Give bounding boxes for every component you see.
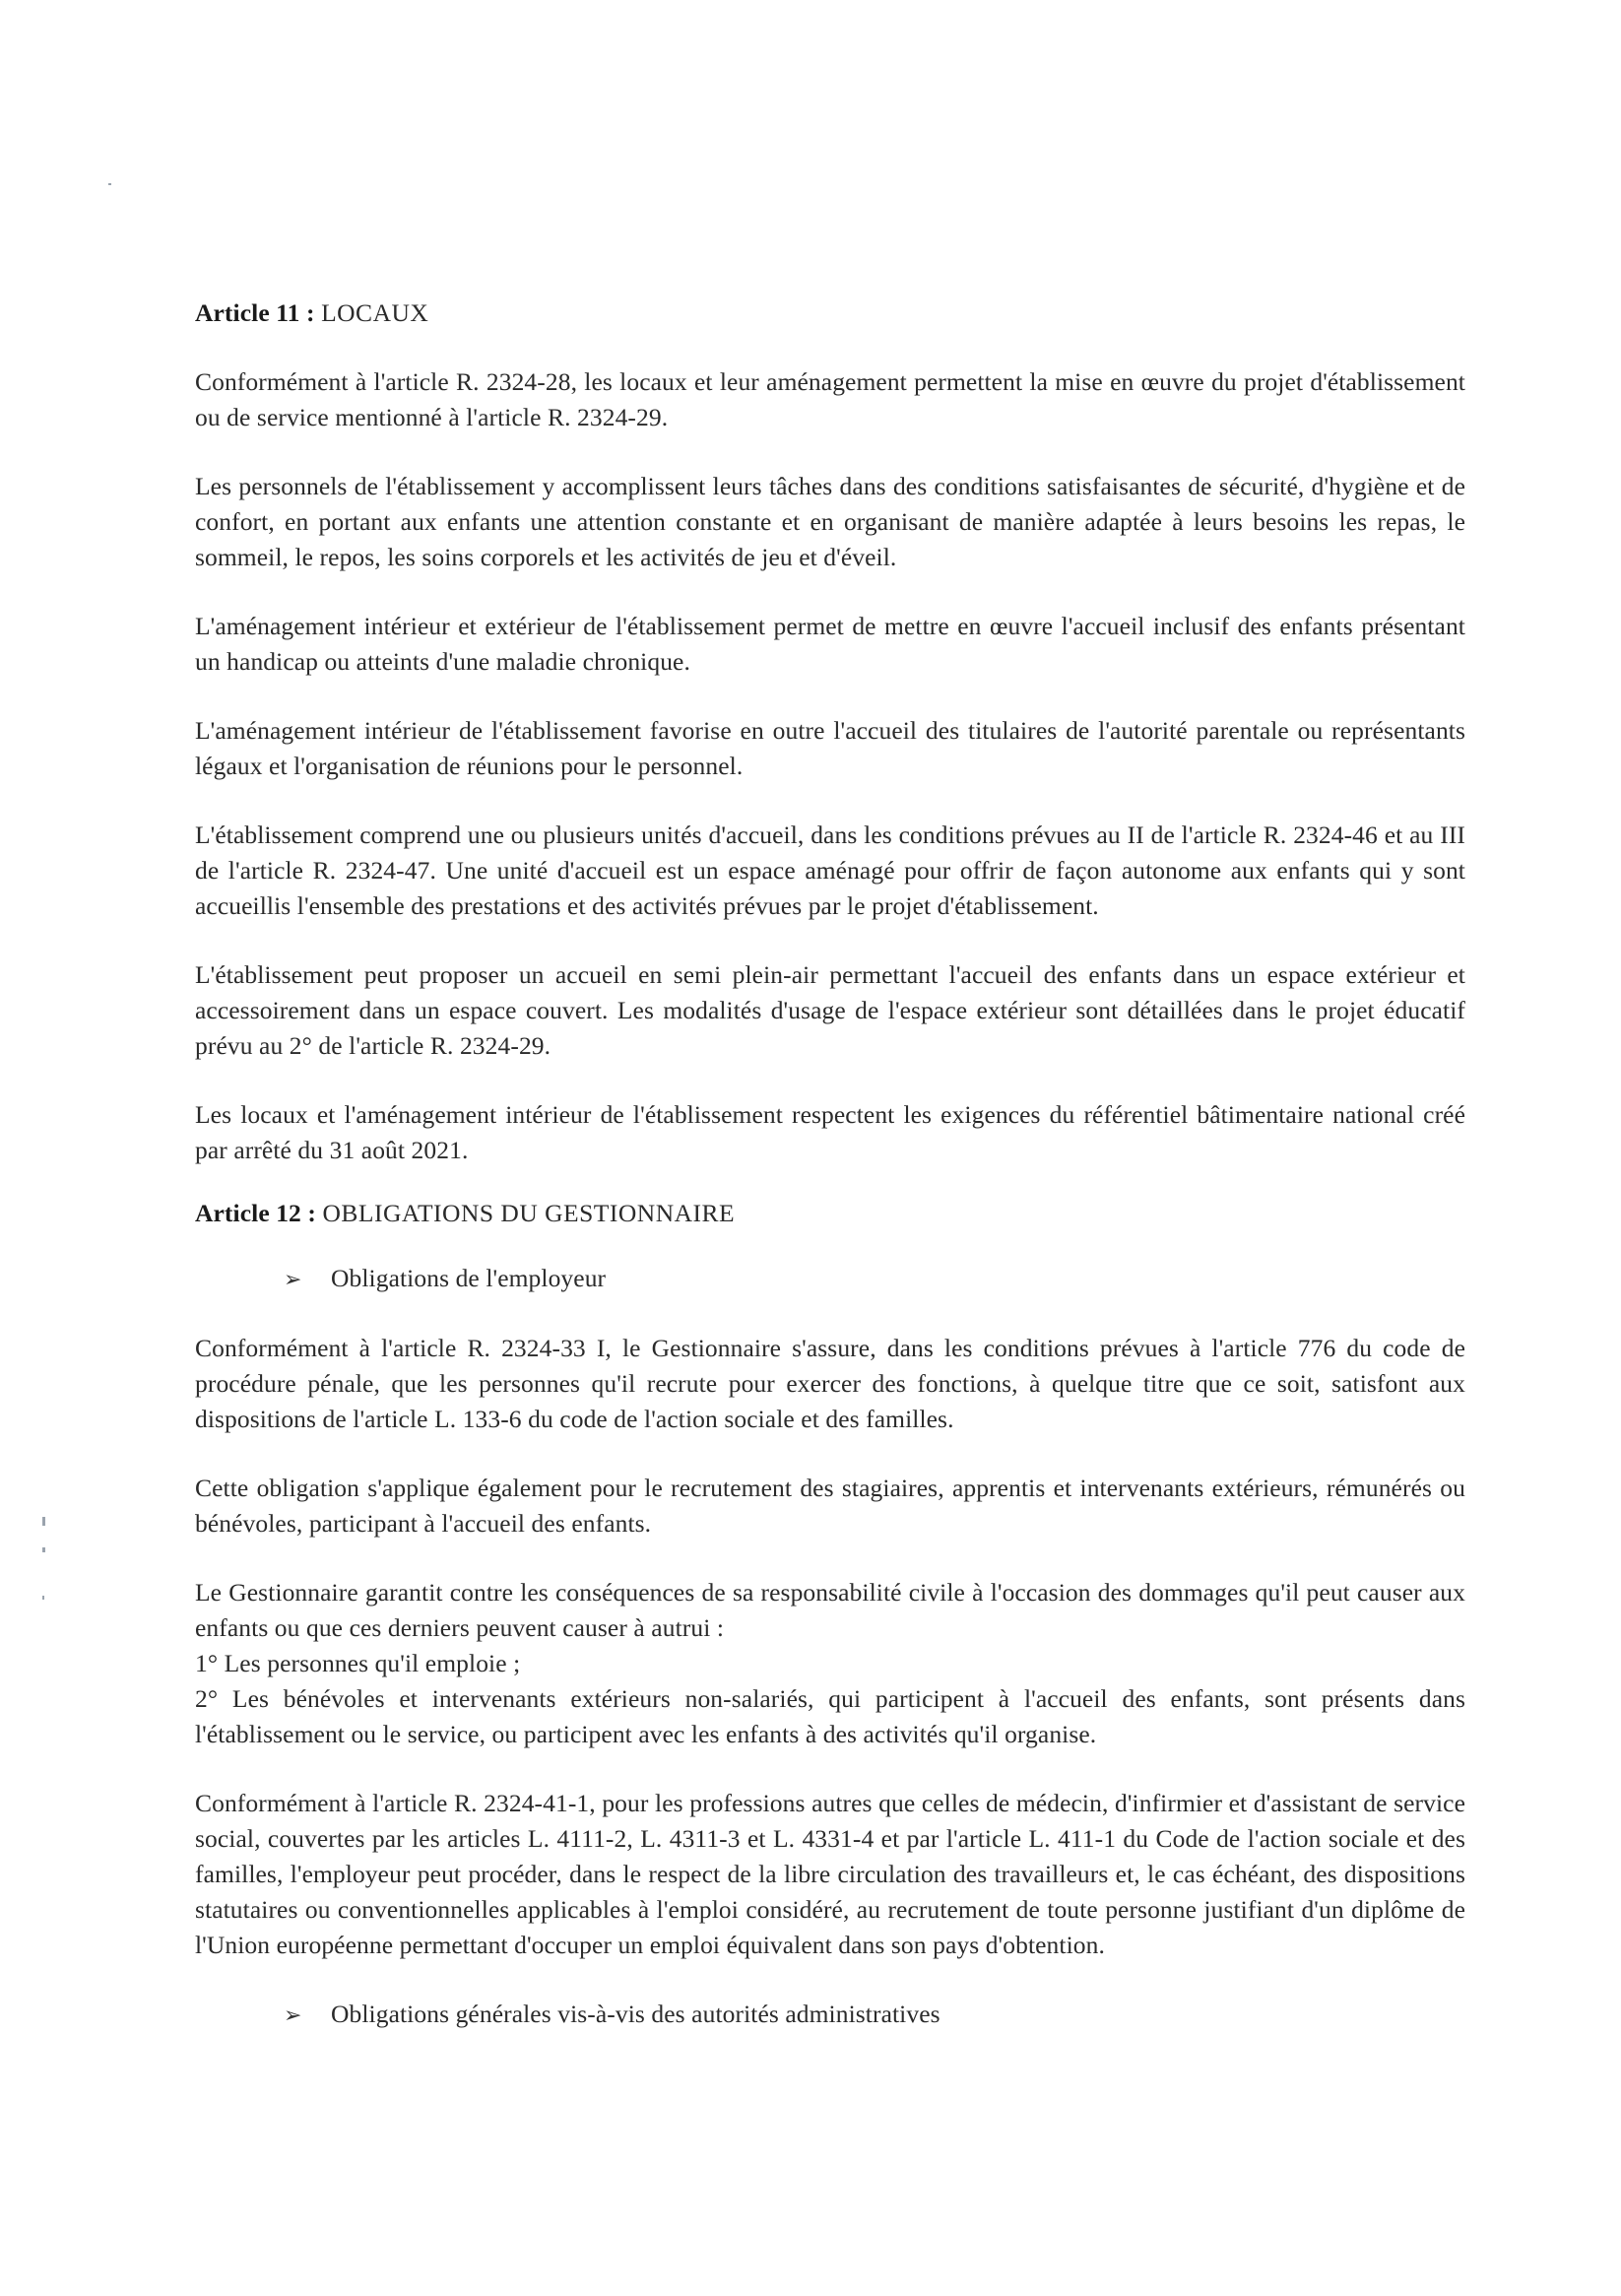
- liability-item: 2° Les bénévoles et intervenants extérieurs non-salariés, qui participent à l'accueil des enfants, sont présents dans l'établissement ou le service, ou participent avec les enfants à des activités qu'il organise.: [195, 1684, 1465, 1748]
- arrow-bullet-icon: ➢: [284, 1267, 302, 1291]
- article-12-number: Article 12 :: [195, 1199, 316, 1227]
- scan-mark: [42, 1547, 45, 1552]
- liability-item: 1° Les personnes qu'il emploie ;: [195, 1649, 521, 1677]
- article-12-paragraph: Conformément à l'article R. 2324-33 I, le Gestionnaire s'assure, dans les conditions prévues à l'article 776 du code de procédure pénale, que les personnes qu'il recrute pour exercer des fonctions, à quelque titre que ce soit, satisfont aux dispositions de l'article L. 133-6 du code de l'action sociale et des familles.: [195, 1334, 1465, 1433]
- article-11-paragraph: L'aménagement intérieur et extérieur de l'établissement permet de mettre en œuvre l'accueil inclusif des enfants présentant un handicap ou atteints d'une maladie chronique.: [195, 612, 1465, 676]
- document-page: [195, 295, 1465, 2066]
- article-11-paragraph: Les personnels de l'établissement y accomplissent leurs tâches dans des conditions satisfaisantes de sécurité, d'hygiène et de confort, en portant aux enfants une attention constante et en organisant de manière adaptée à leurs besoins les repas, le sommeil, le repos, les soins corporels et les activités de jeu et d'éveil.: [195, 472, 1465, 571]
- article-12-paragraph: Cette obligation s'applique également pour le recrutement des stagiaires, apprentis et intervenants extérieurs, rémunérés ou bénévoles, participant à l'accueil des enfants.: [195, 1474, 1465, 1538]
- article-12-heading: [195, 1196, 1465, 1231]
- liability-intro: Le Gestionnaire garantit contre les conséquences de sa responsabilité civile à l'occasion des dommages qu'il peut causer aux enfants ou que ces derniers peuvent causer à autrui :: [195, 1578, 1465, 1642]
- arrow-bullet-icon: ➢: [284, 2002, 302, 2027]
- article-11-paragraph: L'établissement peut proposer un accueil en semi plein-air permettant l'accueil des enfants dans un espace extérieur et accessoirement dans un espace couvert. Les modalités d'usage de l'espace extérieur sont détaillées dans le projet éducatif prévu au 2° de l'article R. 2324-29.: [195, 960, 1465, 1060]
- article-11-paragraph: Conformément à l'article R. 2324-28, les locaux et leur aménagement permettent la mise en œuvre du projet d'établissement ou de service mentionné à l'article R. 2324-29.: [195, 367, 1465, 431]
- article-11-title: LOCAUX: [321, 298, 429, 327]
- scan-mark: [42, 1517, 45, 1526]
- scan-mark: [108, 183, 111, 185]
- article-11-number: Article 11 :: [195, 298, 315, 327]
- recruitment-paragraph: Conformément à l'article R. 2324-41-1, pour les professions autres que celles de médecin, d'infirmier et d'assistant de service social, couvertes par les articles L. 4111-2, L. 4311-3 et L. 4331-4 et par l'article L. 411-1 du Code de l'action sociale et des familles, l'employeur peut procéder, dans le respect de la libre circulation des travailleurs et, le cas échéant, des dispositions statutaires ou conventionnelles applicables à l'emploi considéré, au recrutement de toute personne justifiant d'un diplôme de l'Union européenne permettant d'occuper un emploi équivalent dans son pays d'obtention.: [195, 1789, 1465, 1959]
- bullet-label: Obligations de l'employeur: [331, 1264, 607, 1292]
- bullet-administrative-obligations: [284, 1997, 1465, 2033]
- article-11-paragraph: L'établissement comprend une ou plusieurs unités d'accueil, dans les conditions prévues au II de l'article R. 2324-46 et au III de l'article R. 2324-47. Une unité d'accueil est un espace aménagé pour offrir de façon autonome aux enfants qui y sont accueillis l'ensemble des prestations et des activités prévues par le projet d'établissement.: [195, 820, 1465, 920]
- bullet-employer-obligations: [284, 1261, 1465, 1297]
- bullet-label: Obligations générales vis-à-vis des autorités administratives: [331, 2000, 940, 2028]
- liability-block: [195, 1575, 1465, 1752]
- article-12-title: OBLIGATIONS DU GESTIONNAIRE: [322, 1199, 736, 1227]
- article-11-paragraph: Les locaux et l'aménagement intérieur de l'établissement respectent les exigences du référentiel bâtimentaire national créé par arrêté du 31 août 2021.: [195, 1100, 1465, 1164]
- scan-mark: [42, 1596, 44, 1600]
- article-11-paragraph: L'aménagement intérieur de l'établissement favorise en outre l'accueil des titulaires de l'autorité parentale ou représentants légaux et l'organisation de réunions pour le personnel.: [195, 716, 1465, 780]
- article-11-heading: [195, 295, 1465, 331]
